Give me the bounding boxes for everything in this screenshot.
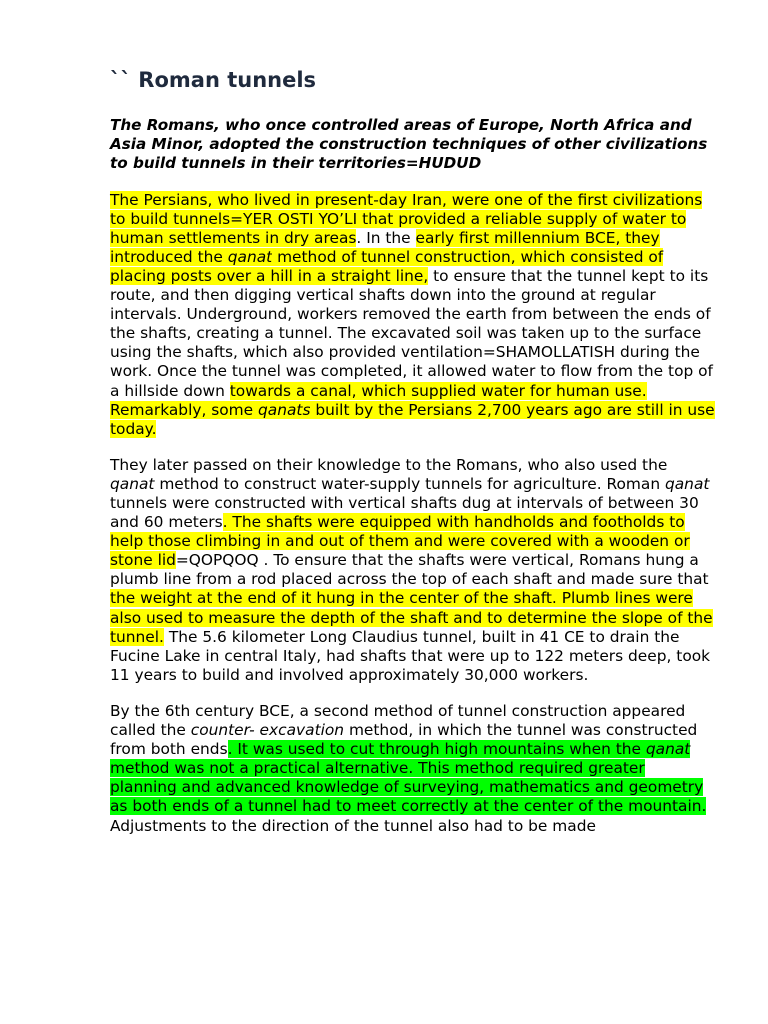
body-paragraph — [110, 191, 716, 439]
italic-term: counter- excavation — [190, 721, 345, 740]
italic-term: qanat — [664, 474, 710, 493]
highlighted-text-yellow: . The shafts were equipped with handholds and footholds to help those climbing in and out of them and were covered with a wooden or stone lid — [110, 513, 690, 570]
document-page — [110, 64, 716, 853]
text-run: They later passed on their knowledge to the Romans, who also used the — [110, 455, 668, 474]
text-run: Adjustments to the direction of the tunnel also had to be made — [110, 816, 596, 835]
highlighted-text-yellow: built by the Persians 2,700 years ago are still in use today. — [110, 400, 715, 438]
highlighted-text-yellow: early first millennium BCE, they introduced the — [110, 228, 660, 266]
highlighted-text-yellow: qanat — [227, 247, 273, 266]
intro-paragraph: The Romans, who once controlled areas of Europe, North Africa and Asia Minor, adopted the construction techniques of other civilizations to build tunnels in their territories=HUDUD — [110, 116, 708, 173]
text-run: to ensure that the tunnel kept to its route, and then digging vertical shafts down into the ground at regular intervals. Underground, workers removed the earth from between the ends of the shafts, creating a tunnel. The excavated soil was taken up to the surface using the shafts, which also provided ventilation=SHAMOLLATISH during the work. Once the tunnel was completed, it allowed water to flow from the top of a hillside down — [110, 266, 713, 400]
highlighted-text-yellow: towards a canal, which supplied water for human use. Remarkably, some — [110, 381, 647, 419]
text-run: . In the — [356, 228, 416, 247]
body-paragraph — [110, 456, 716, 685]
highlighted-text-yellow: qanats — [258, 400, 311, 419]
highlighted-text-yellow: that provided a reliable supply of water to human settlements in dry areas — [110, 209, 687, 247]
highlighted-text-yellow: The Persians, who lived in present-day Iran, were one of the first civilizations to build tunnels — [110, 190, 703, 228]
text-run: By the 6th century BCE, a second method of tunnel construction appeared called the — [110, 701, 686, 740]
text-run: =QOPQOQ . To ensure that the shafts were vertical, Romans hung a plumb line from a rod placed across the top of each shaft and made sure that — [110, 551, 709, 589]
italic-term: qanat — [110, 474, 155, 493]
text-run: tunnels were constructed with vertical shafts dug at intervals of between 30 and 60 meters — [110, 494, 699, 532]
highlighted-text-yellow: =YER OSTI YO’LI — [230, 209, 363, 228]
text-run: The 5.6 kilometer Long Claudius tunnel, built in 41 CE to drain the Fucine Lake in central Italy, had shafts that were up to 122 meters deep, took 11 years to build and involved approximately 30,000 workers. — [110, 627, 711, 684]
highlighted-text-green: qanat — [645, 740, 691, 759]
highlighted-text-yellow: method of tunnel construction, which consisted of placing posts over a hill in a straight line, — [110, 247, 664, 285]
page-title: `` Roman tunnels — [110, 68, 317, 92]
text-run: method to construct water-supply tunnels for agriculture. Roman — [154, 474, 665, 493]
body-paragraph — [110, 702, 716, 836]
highlighted-text-green: . It was used to cut through high mountains when the — [227, 740, 646, 759]
text-run: method, in which the tunnel was constructed from both ends — [110, 721, 698, 759]
body-text — [110, 191, 716, 836]
highlighted-text-green: method was not a practical alternative. This method required greater planning and advanced knowledge of surveying, mathematics and geometry as both ends of a tunnel had to meet correctly at the center of the mountain. — [110, 759, 707, 816]
highlighted-text-yellow: the weight at the end of it hung in the center of the shaft. Plumb lines were also used to measure the depth of the shaft and to determine the slope of the tunnel. — [110, 589, 713, 646]
